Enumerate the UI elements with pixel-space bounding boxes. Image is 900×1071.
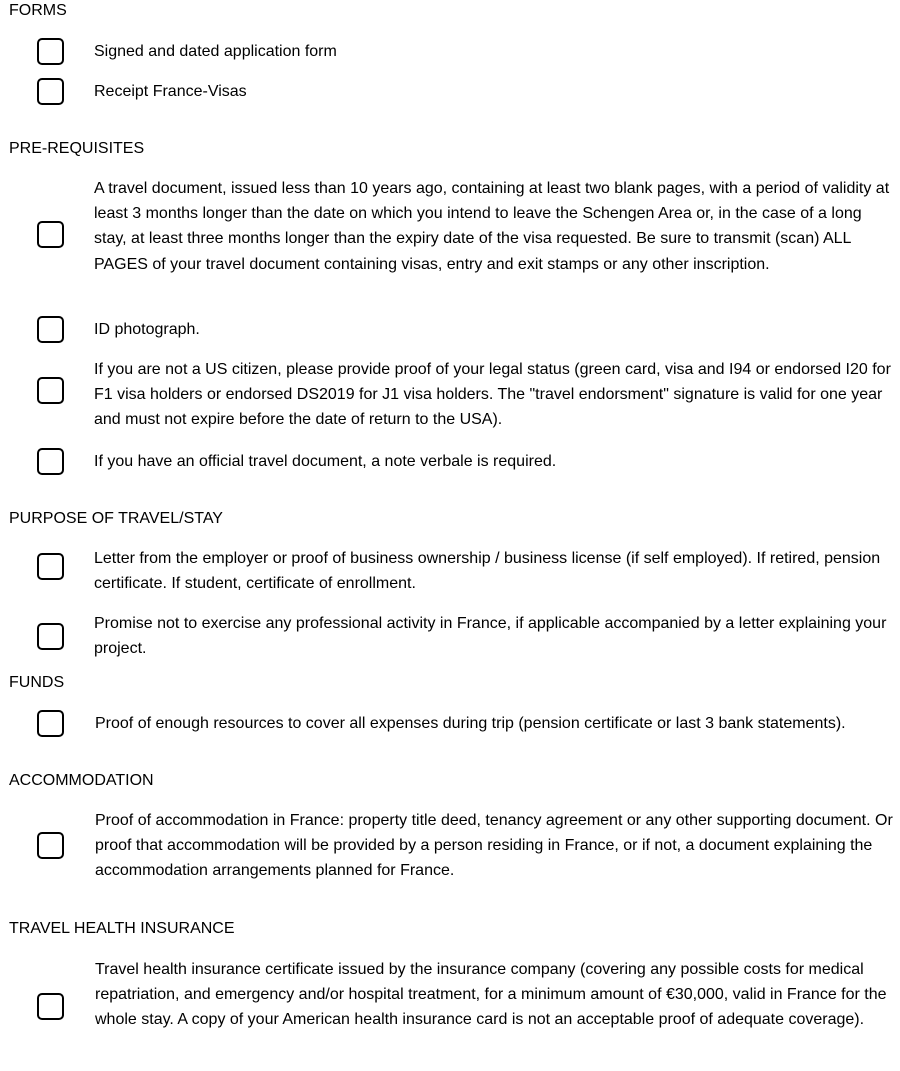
section-heading-accommodation: ACCOMMODATION: [9, 772, 154, 789]
checkbox[interactable]: [37, 448, 64, 475]
section-heading-purpose: PURPOSE OF TRAVEL/STAY: [9, 510, 223, 527]
section-heading-funds: FUNDS: [9, 674, 65, 691]
item-text: Proof of enough resources to cover all expenses during trip (pension certificate or last 3 bank statements).: [95, 715, 846, 732]
section-heading-prerequisites: PRE-REQUISITES: [9, 140, 145, 157]
item-text: Letter from the employer or proof of business ownership / business license (if self employed). If retired, pension certificate. If student, certificate of enrollment.: [94, 550, 881, 593]
section-heading-insurance: TRAVEL HEALTH INSURANCE: [9, 920, 235, 937]
item-text: Promise not to exercise any professional activity in France, if applicable accompanied by a letter explaining your project.: [94, 615, 887, 658]
checkbox[interactable]: [37, 553, 64, 580]
item-text: Travel health insurance certificate issued by the insurance company (covering any possible costs for medical repatriation, and emergency and/or hospital treatment, for a minimum amount of €30,000, valid in France for the whole stay. A copy of your American health insurance card is not an acceptable proof of adequate coverage).: [95, 961, 887, 1029]
checkbox[interactable]: [37, 221, 64, 248]
item-text: If you are not a US citizen, please provide proof of your legal status (green card, visa and I94 or endorsed I20 for F1 visa holders or endorsed DS2019 for J1 visa holders. The "travel endorsment" signature is valid for one year and must not expire before the date of return to the USA).: [94, 361, 891, 429]
item-text: ID photograph.: [94, 321, 200, 338]
checkbox[interactable]: [37, 78, 64, 105]
item-text: A travel document, issued less than 10 years ago, containing at least two blank pages, with a period of validity at least 3 months longer than the date on which you intend to leave the Schengen Area or, in the case of a long stay, at least three months longer than the expiry date of the visa requested. Be sure to transmit (scan) ALL PAGES of your travel document containing visas, entry and exit stamps or any other inscription.: [94, 180, 890, 273]
checkbox[interactable]: [37, 316, 64, 343]
item-text: Signed and dated application form: [94, 43, 337, 60]
checkbox[interactable]: [37, 38, 64, 65]
checkbox[interactable]: [37, 710, 64, 737]
item-text: Proof of accommodation in France: property title deed, tenancy agreement or any other supporting document. Or proof that accommodation will be provided by a person residing in France, or if not, a document explaining the accommodation arrangements planned for France.: [95, 812, 893, 880]
checkbox[interactable]: [37, 377, 64, 404]
section-heading-forms: FORMS: [9, 2, 67, 19]
item-text: Receipt France-Visas: [94, 83, 247, 100]
checkbox[interactable]: [37, 993, 64, 1020]
checkbox[interactable]: [37, 832, 64, 859]
checkbox[interactable]: [37, 623, 64, 650]
item-text: If you have an official travel document, a note verbale is required.: [94, 453, 557, 470]
